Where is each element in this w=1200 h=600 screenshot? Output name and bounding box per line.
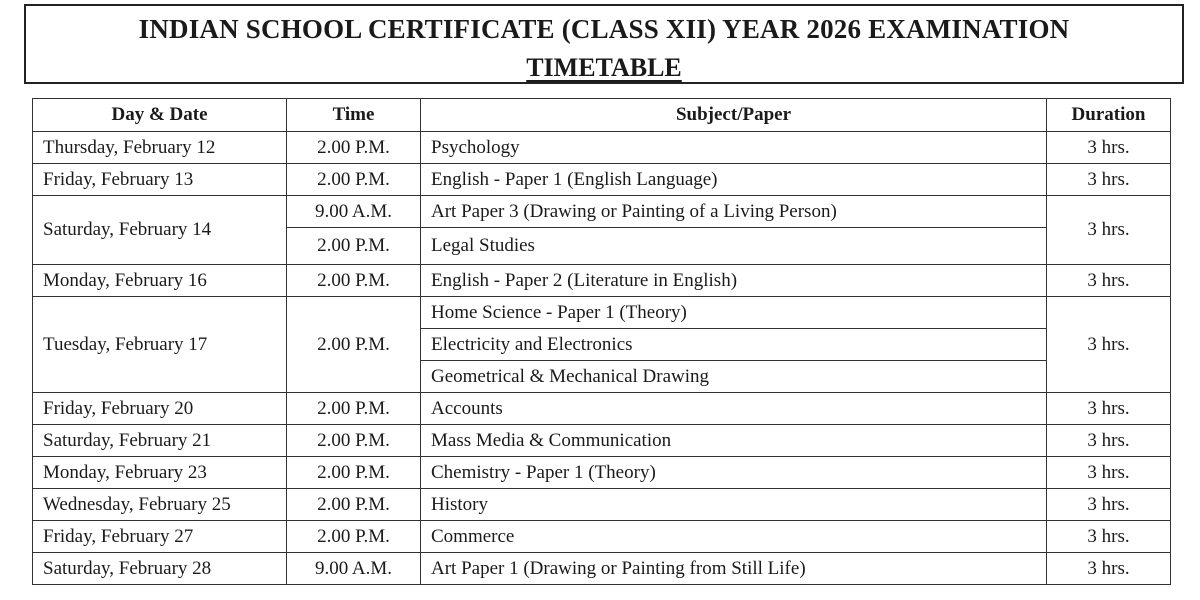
cell-time: 2.00 P.M.: [287, 457, 421, 489]
document-subtitle: TIMETABLE: [526, 53, 682, 82]
cell-day: Friday, February 27: [33, 521, 287, 553]
cell-subject: English - Paper 2 (Literature in English): [421, 265, 1047, 297]
cell-time: 2.00 P.M.: [287, 393, 421, 425]
cell-day: Saturday, February 14: [33, 196, 287, 265]
cell-subject: Legal Studies: [421, 228, 1047, 265]
cell-duration: 3 hrs.: [1047, 132, 1171, 164]
table-row: [33, 393, 1171, 425]
column-header-time: Time: [287, 99, 421, 132]
cell-time: 9.00 A.M.: [287, 196, 421, 228]
cell-time: 9.00 A.M.: [287, 553, 421, 585]
cell-time: 2.00 P.M.: [287, 489, 421, 521]
cell-day: Tuesday, February 17: [33, 297, 287, 393]
document-title: INDIAN SCHOOL CERTIFICATE (CLASS XII) YEAR 2026 EXAMINATION: [138, 14, 1070, 44]
column-header-day: Day & Date: [33, 99, 287, 132]
cell-duration: 3 hrs.: [1047, 164, 1171, 196]
cell-time: 2.00 P.M.: [287, 521, 421, 553]
table-row: [33, 132, 1171, 164]
cell-day: Friday, February 13: [33, 164, 287, 196]
cell-subject: Mass Media & Communication: [421, 425, 1047, 457]
table-row: [33, 553, 1171, 585]
table-row: [33, 425, 1171, 457]
cell-subject: Psychology: [421, 132, 1047, 164]
cell-subject: English - Paper 1 (English Language): [421, 164, 1047, 196]
cell-day: Wednesday, February 25: [33, 489, 287, 521]
cell-time: 2.00 P.M.: [287, 228, 421, 265]
cell-subject: Art Paper 1 (Drawing or Painting from Still Life): [421, 553, 1047, 585]
cell-duration: 3 hrs.: [1047, 297, 1171, 393]
cell-time: 2.00 P.M.: [287, 425, 421, 457]
cell-subject: Electricity and Electronics: [421, 329, 1047, 361]
cell-duration: 3 hrs.: [1047, 521, 1171, 553]
timetable: [32, 98, 1171, 585]
cell-time: 2.00 P.M.: [287, 132, 421, 164]
cell-time: 2.00 P.M.: [287, 297, 421, 393]
cell-subject: Home Science - Paper 1 (Theory): [421, 297, 1047, 329]
cell-duration: 3 hrs.: [1047, 265, 1171, 297]
cell-duration: 3 hrs.: [1047, 425, 1171, 457]
cell-subject: Chemistry - Paper 1 (Theory): [421, 457, 1047, 489]
cell-subject: History: [421, 489, 1047, 521]
cell-duration: 3 hrs.: [1047, 553, 1171, 585]
column-header-duration: Duration: [1047, 99, 1171, 132]
cell-day: Saturday, February 28: [33, 553, 287, 585]
table-row: [33, 196, 1171, 228]
cell-duration: 3 hrs.: [1047, 489, 1171, 521]
table-row: [33, 489, 1171, 521]
table-row: [33, 297, 1171, 329]
cell-subject: Art Paper 3 (Drawing or Painting of a Living Person): [421, 196, 1047, 228]
cell-day: Monday, February 16: [33, 265, 287, 297]
cell-time: 2.00 P.M.: [287, 164, 421, 196]
table-row: [33, 164, 1171, 196]
cell-subject: Geometrical & Mechanical Drawing: [421, 361, 1047, 393]
cell-day: Monday, February 23: [33, 457, 287, 489]
cell-day: Thursday, February 12: [33, 132, 287, 164]
table-row: [33, 265, 1171, 297]
cell-subject: Accounts: [421, 393, 1047, 425]
table-header-row: [33, 99, 1171, 132]
cell-duration: 3 hrs.: [1047, 393, 1171, 425]
cell-duration: 3 hrs.: [1047, 196, 1171, 265]
table-row: [33, 457, 1171, 489]
cell-day: Saturday, February 21: [33, 425, 287, 457]
column-header-subject: Subject/Paper: [421, 99, 1047, 132]
title-box: [24, 4, 1184, 84]
cell-duration: 3 hrs.: [1047, 457, 1171, 489]
table-row: [33, 521, 1171, 553]
cell-subject: Commerce: [421, 521, 1047, 553]
cell-time: 2.00 P.M.: [287, 265, 421, 297]
cell-day: Friday, February 20: [33, 393, 287, 425]
